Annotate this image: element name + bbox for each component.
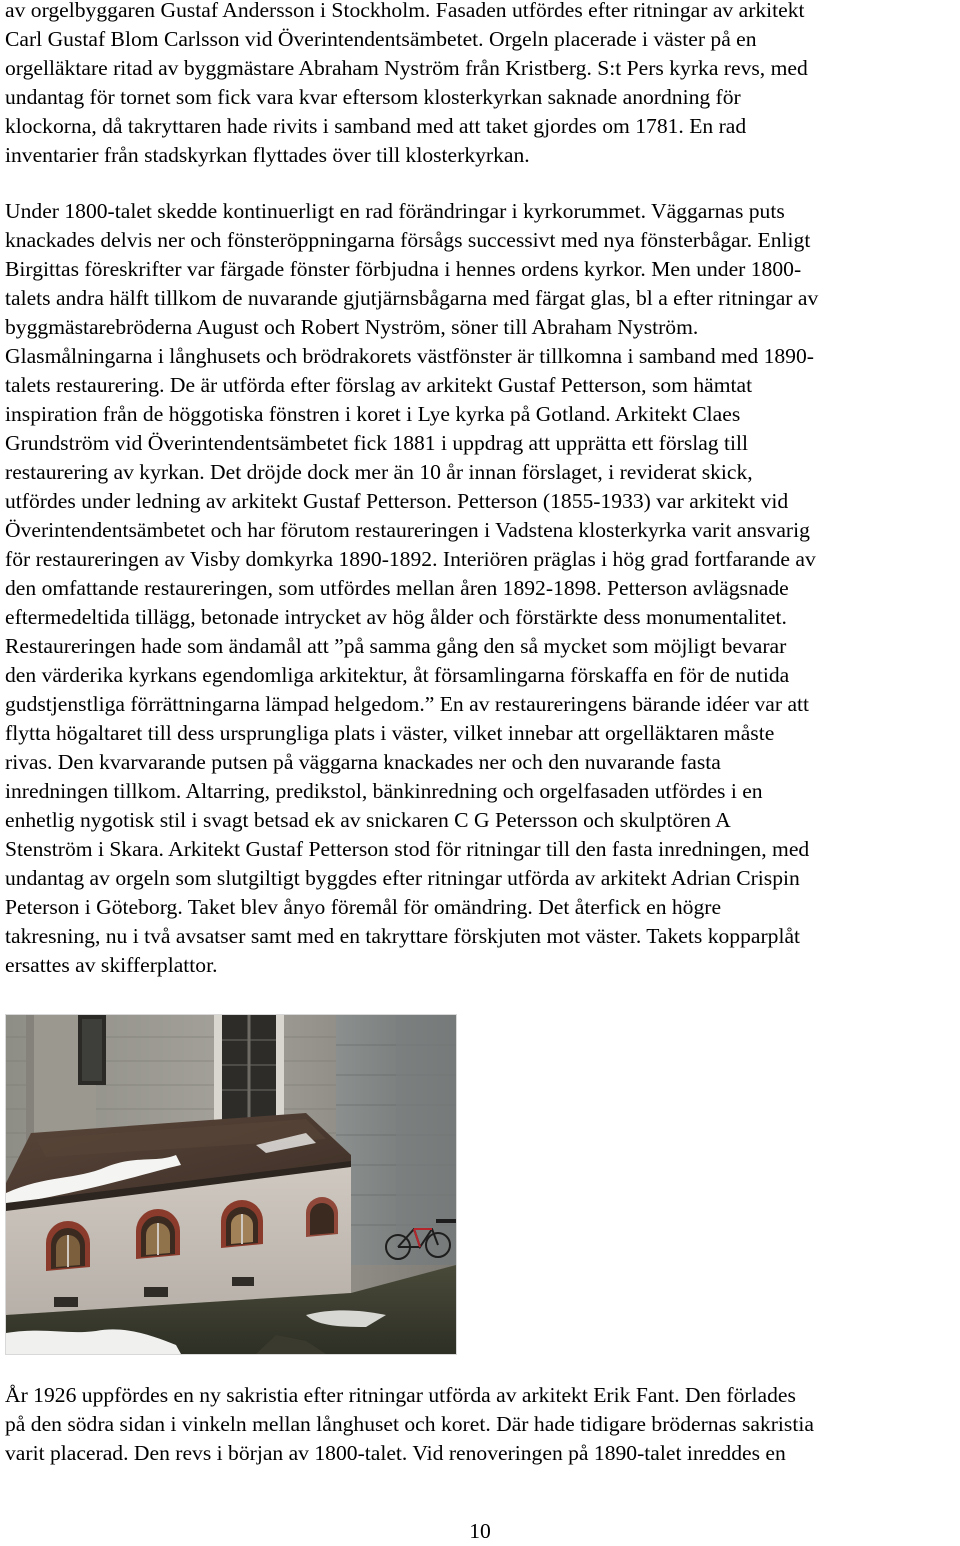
sacristy-photo xyxy=(5,1014,457,1355)
paragraph-1926-sacristy: År 1926 uppfördes en ny sakristia efter ritningar utförda av arkitekt Erik Fant. Den förlades på den södra sidan i vinkeln mellan långhuset och koret. Där hade tidigare brödernas sakristia varit placerad. Den revs i början av 1800-talet. Vid renoveringen på 1890-talet inreddes en xyxy=(5,1383,814,1465)
sacristy-photo-illustration xyxy=(6,1015,456,1354)
paragraph-1800s-changes: Under 1800-talet skedde kontinuerligt en rad förändringar i kyrkorummet. Väggarnas puts knackades delvis ner och fönsteröppningarna försågs successivt med nya fönsterbågar. Enligt Birgittas föreskrifter var färgade fönster förbjudna i hennes ordens kyrkor. Men under 1800- talets andra hälft tillkom de nuvarande gjutjärnsbågarna med färgat glas, bl a efter ritningar av byggmästarebröderna August och Robert Nyström, söner till Abraham Nyström. Glasmålningarna i långhusets och brödrakorets västfönster är tillkomna i samband med 1890- talets restaurering. De är utförda efter förslag av arkitekt Gustaf Petterson, som hämtat inspiration från de höggotiska fönstren i koret i Lye kyrka på Gotland. Arkitekt Claes Grundström vid Överintendentsämbetet fick 1881 i uppdrag att upprätta ett förslag till restaurering av kyrkan. Det dröjde dock mer än 10 år innan förslaget, i reviderat skick, utfördes under ledning av arkitekt Gustaf Petterson. Petterson (1855-1933) var arkitekt vid Överintendentsämbetet och har förutom restaureringen i Vadstena klosterkyrka varit ansvarig för restaureringen av Visby domkyrka 1890-1892. Interiören präglas i hög grad fortfarande av den omfattande restaureringen, som utfördes mellan åren 1892-1898. Petterson avlägsnade eftermedeltida tillägg, betonade intrycket av hög ålder och förstärkte dess monumentalitet. Restaureringen hade som ändamål att ”på samma gång den så mycket som möjligt bevarar den värderika kyrkans egendomliga arkitektur, åt församlingarna förskaffa en för de nutida gudstjenstliga förrättningarna lämpad helgedom.” En av restaureringens bärande idéer var att flytta högaltaret till dess ursprungliga plats i väster, vilket innebar att orgelläktaren måste rivas. Den kvarvarande putsen på väggarna knackades ner och den nuvarande fasta inredningen tillkom. Altarring, predikstol, bänkinredning och orgelfasaden utfördes i en enhetlig nygotisk stil i svagt betsad ek av snickaren C G Petersson och skulptören A Stenström i Skara. Arkitekt Gustaf Petterson stod för ritningar till den fasta inredningen, med undantag av orgeln som slutgiltigt byggdes efter ritningar utförda av arkitekt Adrian Crispin Peterson i Göteborg. Taket blev ånyo föremål för omändring. Det återfick en högre takresning, nu i två avsatser samt med en takryttare förskjuten mot väster. Takets kopparplåt ersattes av skifferplattor. xyxy=(5,199,819,977)
paragraph-organ-history: av orgelbyggaren Gustaf Andersson i Stockholm. Fasaden utfördes efter ritningar av arkitekt Carl Gustaf Blom Carlsson vid Överintendentsämbetet. Orgeln placerade i väster på en orgelläktare ritad av byggmästare Abraham Nyström från Kristberg. S:t Pers kyrka revs, med undantag för tornet som fick vara kvar eftersom klosterkyrkan saknade anordning för klockorna, då takryttaren hade rivits i samband med att taket gjordes om 1781. En rad inventarier från stadskyrkan flyttades över till klosterkyrkan. xyxy=(5,0,808,167)
page-number: 10 xyxy=(469,1519,491,1543)
